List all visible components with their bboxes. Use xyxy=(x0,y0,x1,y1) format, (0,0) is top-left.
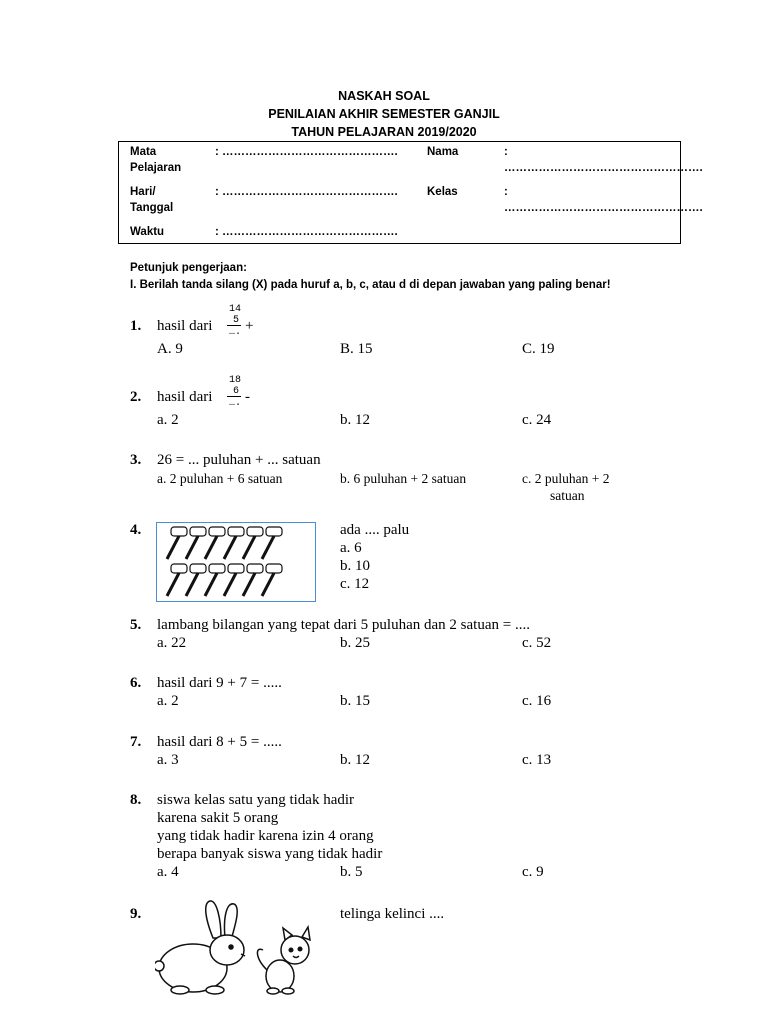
nama-colon: : xyxy=(504,146,508,158)
q7-option-c[interactable]: c. 13 xyxy=(522,752,552,768)
doc-year: TAHUN PELAJARAN 2019/2020 xyxy=(291,125,477,139)
instructions-title: Petunjuk pengerjaan: xyxy=(130,262,247,274)
q1-frac-mid: 5 xyxy=(233,315,240,326)
q6-number: 6. xyxy=(130,675,142,691)
q7-option-a[interactable]: a. 3 xyxy=(157,752,179,768)
q8-line-4: berapa banyak siswa yang tidak hadir xyxy=(157,846,383,862)
q3-number: 3. xyxy=(130,452,142,468)
q1-option-a[interactable]: A. 9 xyxy=(157,341,183,357)
q2-number: 2. xyxy=(130,389,142,405)
q8-line-1: siswa kelas satu yang tidak hadir xyxy=(157,792,355,808)
hammers-icon xyxy=(157,523,314,600)
mata-label-2: Pelajaran xyxy=(130,162,182,174)
q4-number: 4. xyxy=(130,522,142,538)
kelas-colon: : xyxy=(504,186,508,198)
q2-option-c[interactable]: c. 24 xyxy=(522,412,552,428)
q1-number: 1. xyxy=(130,318,142,334)
q1-frac-line xyxy=(227,325,241,326)
mata-label: Mata xyxy=(130,146,157,158)
q1-frac-bot: …. xyxy=(229,327,242,338)
mata-field[interactable]: : ………………………………………. xyxy=(215,146,398,158)
q1-text: hasil dari xyxy=(157,318,213,334)
q2-frac-line xyxy=(227,396,241,397)
q2-text: hasil dari xyxy=(157,389,213,405)
kelas-field[interactable]: ……………………………………………. xyxy=(504,202,703,214)
kelas-label: Kelas xyxy=(427,186,458,198)
q3-text: 26 = ... puluhan + ... satuan xyxy=(157,452,321,468)
q3-option-a[interactable]: a. 2 puluhan + 6 satuan xyxy=(157,471,283,486)
q9-text: telinga kelinci .... xyxy=(340,906,445,922)
q2-frac-top: 18 xyxy=(229,375,242,386)
q1-option-b[interactable]: B. 15 xyxy=(340,341,373,357)
hammers-picture xyxy=(156,522,316,602)
q2-operator: - xyxy=(245,389,250,405)
q6-option-b[interactable]: b. 15 xyxy=(340,693,370,709)
q1-operator: + xyxy=(245,318,254,334)
nama-label: Nama xyxy=(427,146,459,158)
hari-label: Hari/ xyxy=(130,186,156,198)
q8-option-b[interactable]: b. 5 xyxy=(340,864,363,880)
q5-option-a[interactable]: a. 22 xyxy=(157,635,187,651)
q6-option-a[interactable]: a. 2 xyxy=(157,693,179,709)
nama-field[interactable]: ……………………………………………. xyxy=(504,162,703,174)
hari-field[interactable]: : ………………………………………. xyxy=(215,186,398,198)
cat-icon xyxy=(257,927,310,994)
waktu-field[interactable]: : ………………………………………. xyxy=(215,226,398,238)
q2-frac-bot: …. xyxy=(229,398,242,409)
q3-option-c-cont: satuan xyxy=(550,488,585,503)
q7-number: 7. xyxy=(130,734,142,750)
q6-text: hasil dari 9 + 7 = ..... xyxy=(157,675,282,691)
q2-option-a[interactable]: a. 2 xyxy=(157,412,179,428)
q7-text: hasil dari 8 + 5 = ..... xyxy=(157,734,282,750)
q9-number: 9. xyxy=(130,906,142,922)
q8-line-3: yang tidak hadir karena izin 4 orang xyxy=(157,828,374,844)
q8-line-2: karena sakit 5 orang xyxy=(157,810,279,826)
q3-option-b[interactable]: b. 6 puluhan + 2 satuan xyxy=(340,471,467,486)
q8-option-a[interactable]: a. 4 xyxy=(157,864,179,880)
q1-frac-top: 14 xyxy=(229,304,242,315)
q5-text: lambang bilangan yang tepat dari 5 puluhan dan 2 satuan = .... xyxy=(157,617,530,633)
q4-option-b[interactable]: b. 10 xyxy=(340,558,370,574)
q5-option-c[interactable]: c. 52 xyxy=(522,635,552,651)
q1-option-c[interactable]: C. 19 xyxy=(522,341,555,357)
q2-option-b[interactable]: b. 12 xyxy=(340,412,370,428)
q6-option-c[interactable]: c. 16 xyxy=(522,693,552,709)
hari-label-2: Tanggal xyxy=(130,202,174,214)
doc-subtitle: PENILAIAN AKHIR SEMESTER GANJIL xyxy=(268,107,500,121)
q4-text: ada .... palu xyxy=(340,522,410,538)
q2-frac-mid: 6 xyxy=(233,386,240,397)
q4-option-c[interactable]: c. 12 xyxy=(340,576,370,592)
q3-option-c[interactable]: c. 2 puluhan + 2 xyxy=(522,471,610,486)
q4-option-a[interactable]: a. 6 xyxy=(340,540,362,556)
rabbit-cat-picture xyxy=(155,898,330,998)
q8-option-c[interactable]: c. 9 xyxy=(522,864,544,880)
instructions-item: I. Berilah tanda silang (X) pada huruf a, b, c, atau d di depan jawaban yang paling benar! xyxy=(130,279,611,291)
q8-number: 8. xyxy=(130,792,142,808)
q5-option-b[interactable]: b. 25 xyxy=(340,635,370,651)
waktu-label: Waktu xyxy=(130,226,165,238)
rabbit-icon xyxy=(155,898,330,998)
identity-box xyxy=(118,141,681,244)
q7-option-b[interactable]: b. 12 xyxy=(340,752,370,768)
doc-title: NASKAH SOAL xyxy=(338,89,430,103)
q5-number: 5. xyxy=(130,617,142,633)
